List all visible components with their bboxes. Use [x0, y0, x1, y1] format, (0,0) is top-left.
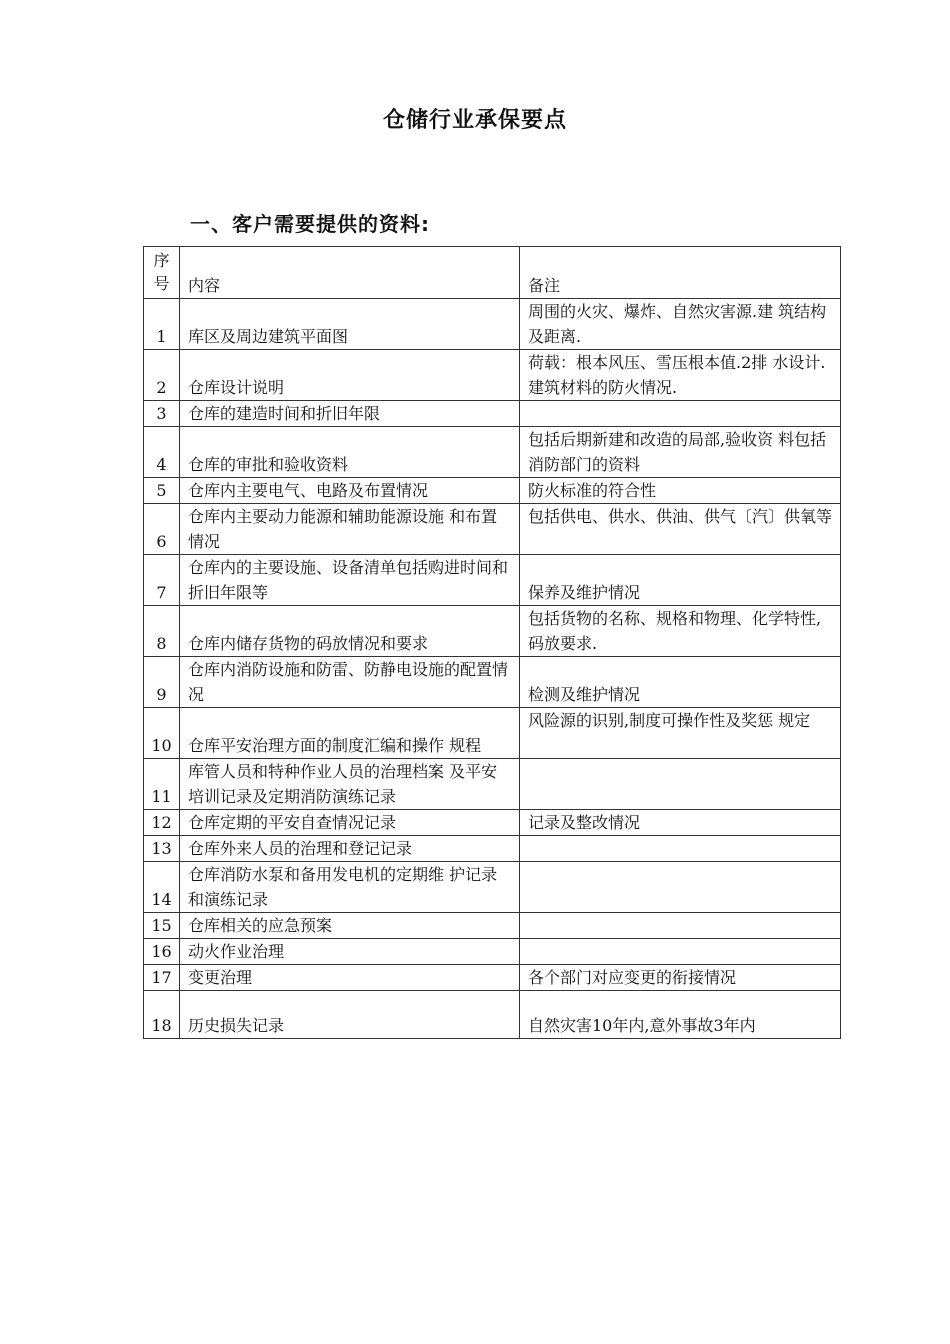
- table-row: [144, 555, 841, 606]
- row-number: 12: [144, 810, 180, 836]
- row-note: [520, 862, 841, 913]
- table-row: [144, 836, 841, 862]
- row-content: 仓库外来人员的治理和登记记录: [180, 836, 520, 862]
- row-note: [520, 836, 841, 862]
- row-content: 仓库相关的应急预案: [180, 913, 520, 939]
- table-row: [144, 350, 841, 401]
- row-number: 3: [144, 401, 180, 427]
- row-note: 检测及维护情况: [520, 657, 841, 708]
- row-note: 各个部门对应变更的衔接情况: [520, 965, 841, 991]
- row-note: 包括供电、供水、供油、供气〔汽〕供氧等: [520, 504, 841, 555]
- row-content: 仓库设计说明: [180, 350, 520, 401]
- row-note: [520, 759, 841, 810]
- header-number: 序号: [144, 247, 180, 299]
- row-number: 13: [144, 836, 180, 862]
- table-row: [144, 504, 841, 555]
- row-content: 仓库内消防设施和防雷、防静电设施的配置情况: [180, 657, 520, 708]
- row-note: 风险源的识别,制度可操作性及奖惩 规定: [520, 708, 841, 759]
- row-number: 9: [144, 657, 180, 708]
- row-number: 2: [144, 350, 180, 401]
- row-content: 仓库消防水泵和备用发电机的定期维 护记录和演练记录: [180, 862, 520, 913]
- header-note: 备注: [520, 247, 841, 299]
- table-row: [144, 939, 841, 965]
- row-content: 库管人员和特种作业人员的治理档案 及平安培训记录及定期消防演练记录: [180, 759, 520, 810]
- row-content: 仓库定期的平安自查情况记录: [180, 810, 520, 836]
- row-note: 防火标准的符合性: [520, 478, 841, 504]
- row-content: 库区及周边建筑平面图: [180, 299, 520, 350]
- row-number: 15: [144, 913, 180, 939]
- table-row: [144, 657, 841, 708]
- table-row: [144, 991, 841, 1039]
- table-row: [144, 810, 841, 836]
- row-note: [520, 939, 841, 965]
- row-note: [520, 913, 841, 939]
- row-note: [520, 401, 841, 427]
- table-header-row: [144, 247, 841, 299]
- row-content: 变更治理: [180, 965, 520, 991]
- row-note: 保养及维护情况: [520, 555, 841, 606]
- row-content: 仓库平安治理方面的制度汇编和操作 规程: [180, 708, 520, 759]
- row-number: 14: [144, 862, 180, 913]
- row-note: 自然灾害10年内,意外事故3年内: [520, 991, 841, 1039]
- row-number: 5: [144, 478, 180, 504]
- row-number: 11: [144, 759, 180, 810]
- row-content: 动火作业治理: [180, 939, 520, 965]
- row-content: 历史损失记录: [180, 991, 520, 1039]
- row-number: 17: [144, 965, 180, 991]
- section-heading: 一、客户需要提供的资料:: [190, 212, 430, 236]
- table-row: [144, 478, 841, 504]
- row-number: 7: [144, 555, 180, 606]
- row-number: 1: [144, 299, 180, 350]
- table-row: [144, 427, 841, 478]
- row-content: 仓库内主要电气、电路及布置情况: [180, 478, 520, 504]
- row-note: 荷载：根本风压、雪压根本值.2排 水设计.建筑材料的防火情况.: [520, 350, 841, 401]
- row-note: 包括货物的名称、规格和物理、化学特性,码放要求.: [520, 606, 841, 657]
- table-row: [144, 965, 841, 991]
- row-number: 18: [144, 991, 180, 1039]
- document-title: 仓储行业承保要点: [382, 108, 567, 133]
- table-row: [144, 913, 841, 939]
- row-number: 10: [144, 708, 180, 759]
- row-number: 6: [144, 504, 180, 555]
- materials-table: [143, 246, 841, 1039]
- table-row: [144, 862, 841, 913]
- row-content: 仓库内主要动力能源和辅助能源设施 和布置情况: [180, 504, 520, 555]
- row-content: 仓库内的主要设施、设备清单包括购进时间和折旧年限等: [180, 555, 520, 606]
- row-content: 仓库的审批和验收资料: [180, 427, 520, 478]
- table-row: [144, 708, 841, 759]
- row-number: 4: [144, 427, 180, 478]
- row-note: 包括后期新建和改造的局部,验收资 料包括消防部门的资料: [520, 427, 841, 478]
- row-content: 仓库内储存货物的码放情况和要求: [180, 606, 520, 657]
- row-number: 16: [144, 939, 180, 965]
- row-number: 8: [144, 606, 180, 657]
- table-row: [144, 759, 841, 810]
- row-note: 周围的火灾、爆炸、自然灾害源.建 筑结构及距离.: [520, 299, 841, 350]
- row-content: 仓库的建造时间和折旧年限: [180, 401, 520, 427]
- table-row: [144, 606, 841, 657]
- table-row: [144, 299, 841, 350]
- table-row: [144, 401, 841, 427]
- row-note: 记录及整改情况: [520, 810, 841, 836]
- header-content: 内容: [180, 247, 520, 299]
